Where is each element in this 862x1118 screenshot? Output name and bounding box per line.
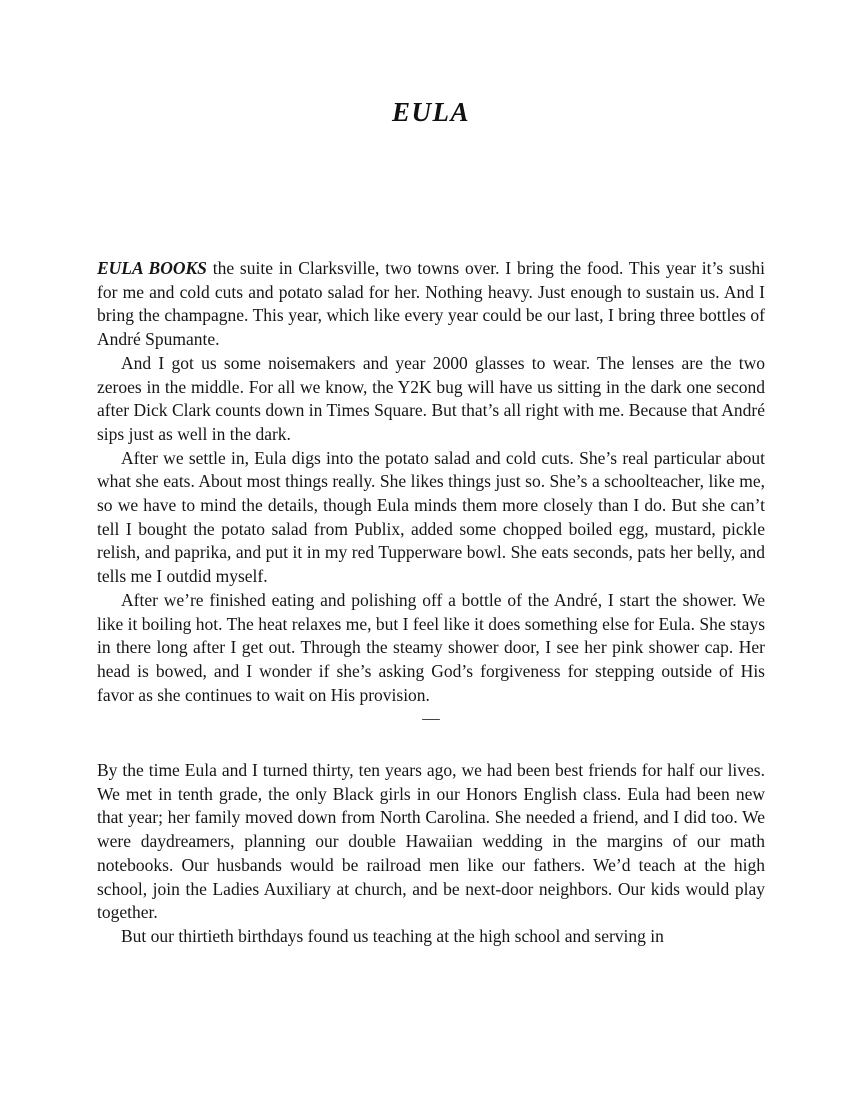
story-section-2 [97, 759, 765, 949]
paragraph: After we’re finished eating and polishing off a bottle of the André, I start the shower. We like it boiling hot. The heat relaxes me, but I feel like it does something else for Eula. She stays in there long after I get out. Through the steamy shower door, I see her pink shower cap. Her head is bowed, and I wonder if she’s asking God’s forgiveness for stepping outside of His favor as she continues to wait on His provision. [97, 589, 765, 705]
paragraph: By the time Eula and I turned thirty, ten years ago, we had been best friends for half our lives. We met in tenth grade, the only Black girls in our Honors English class. Eula had been new that year; her family moved down from North Carolina. She needed a friend, and I did too. We were daydreamers, planning our double Hawaiian wedding in the margins of our math notebooks. Our husbands would be railroad men like our fathers. We’d teach at the high school, join the Ladies Auxiliary at church, and be next-door neighbors. Our kids would play together. [97, 760, 765, 923]
paragraph: After we settle in, Eula digs into the potato salad and cold cuts. She’s real particular about what she eats. About most things really. She likes things just so. She’s a schoolteacher, like me, so we have to mind the details, though Eula minds them more closely than I do. But she can’t tell I bought the potato salad from Publix, added some chopped boiled egg, mustard, pickle relish, and paprika, and put it in my red Tupperware bowl. She eats seconds, pats her belly, and tells me I outdid myself. [97, 447, 765, 587]
chapter-title: EULA [391, 97, 470, 127]
chapter-lead-in: EULA BOOKS [97, 258, 207, 278]
paragraph: EULA BOOKS the suite in Clarksville, two towns over. I bring the food. This year it’s sushi for me and cold cuts and potato salad for her. Nothing heavy. Just enough to sustain us. And I bring the champagne. This year, which like every year could be our last, I bring three bottles of André Spumante. [97, 258, 765, 350]
text-column [97, 257, 765, 949]
paragraph: But our thirtieth birthdays found us teaching at the high school and serving in [121, 925, 664, 946]
story-section-1 [97, 257, 765, 707]
paragraph: And I got us some noisemakers and year 2000 glasses to wear. The lenses are the two zeroes in the middle. For all we know, the Y2K bug will have us sitting in the dark one second after Dick Clark counts down in Times Square. But that’s all right with me. Because that André sips just as well in the dark. [97, 352, 765, 444]
section-break-dash: — [422, 708, 440, 729]
